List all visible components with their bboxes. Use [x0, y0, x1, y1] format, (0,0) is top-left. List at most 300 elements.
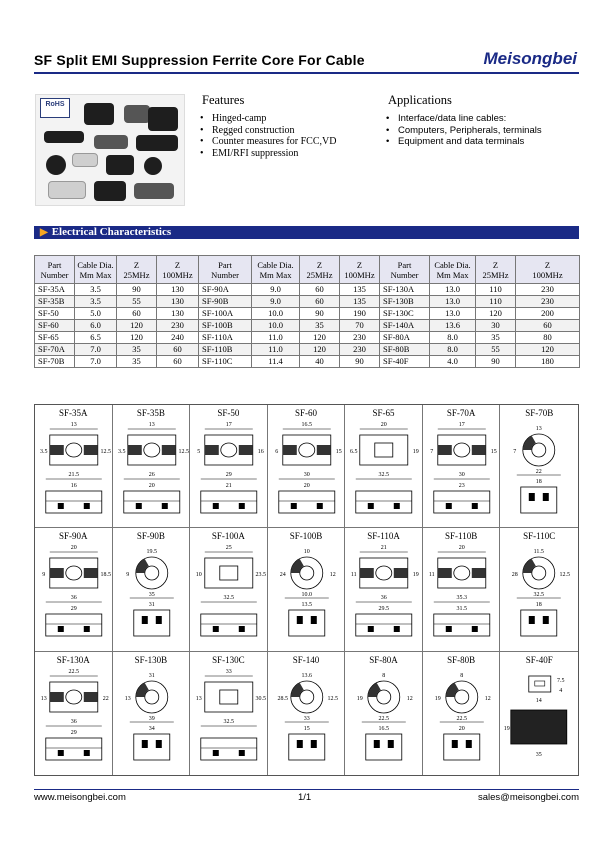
table-cell: 55: [476, 344, 516, 356]
table-cell: 8.0: [430, 332, 476, 344]
latch: [529, 616, 535, 624]
dimension-label: 12.5: [100, 449, 112, 455]
part-drawing: [35, 405, 113, 528]
ferrite-core-image: [48, 181, 86, 199]
dimension-label: 31: [148, 602, 155, 609]
dimension-label: 16: [70, 483, 77, 489]
table-row: [35, 284, 580, 296]
dimension-label: 12.5: [178, 449, 189, 455]
latch: [296, 740, 302, 748]
table-cell: 120: [516, 344, 580, 356]
core-body: [239, 445, 253, 455]
dimension-label: 20: [458, 725, 465, 732]
latch: [155, 740, 161, 748]
latch: [368, 503, 374, 509]
dimension-label: 16.5: [301, 422, 312, 428]
part-drawing: [345, 528, 423, 651]
core-body: [84, 445, 98, 455]
table-cell: 90: [476, 356, 516, 368]
dimension-label: 35.3: [456, 595, 467, 602]
core-side-view: [46, 738, 102, 760]
dimension-diagram: [190, 652, 268, 775]
table-cell: 60: [300, 296, 340, 308]
core-side-view: [521, 487, 557, 513]
latch: [543, 493, 549, 501]
core-body: [50, 445, 64, 455]
dimension-label: 19: [413, 449, 420, 455]
core-side-view: [46, 614, 102, 636]
table-cell: 120: [300, 332, 340, 344]
table-cell: 80: [516, 332, 580, 344]
core-side-view: [356, 614, 412, 636]
applications-heading: Applications: [388, 93, 452, 107]
table-cell: 30: [476, 320, 516, 332]
dimension-label: 20: [148, 483, 155, 489]
cable-hole: [454, 443, 470, 457]
cable-hole: [532, 566, 546, 580]
column-header: Z 100MHz: [157, 256, 199, 284]
table-cell: 7.0: [75, 356, 117, 368]
dimension-diagram: [423, 652, 501, 775]
dimension-label: 10: [303, 549, 310, 556]
dimension-label: 28: [512, 572, 519, 579]
cable-hole: [299, 566, 313, 580]
column-header: Cable Dia. Mm Max: [252, 256, 300, 284]
latch: [543, 616, 549, 624]
dimension-diagram: [268, 528, 346, 651]
latch: [239, 503, 245, 509]
dimension-label: 20: [70, 545, 77, 552]
dimension-label: 15: [303, 725, 310, 732]
cable-hole: [221, 443, 237, 457]
table-cell: 35: [117, 356, 157, 368]
core-side-view: [46, 491, 102, 513]
table-row: [35, 320, 580, 332]
table-cell: 35: [117, 344, 157, 356]
application-item: • Computers, Peripherals, terminals: [386, 125, 542, 137]
table-cell: 230: [340, 332, 380, 344]
table-cell: 190: [340, 308, 380, 320]
table-cell: 230: [157, 320, 199, 332]
table-cell: 90: [300, 308, 340, 320]
electrical-characteristics-table: [34, 255, 580, 368]
dimension-label: 36: [70, 595, 77, 602]
part-drawing: [268, 405, 346, 528]
table-cell: 3.5: [75, 296, 117, 308]
part-label: SF-100A: [211, 531, 245, 542]
table-cell: SF-100B: [199, 320, 252, 332]
table-row: [35, 308, 580, 320]
part-drawing: [35, 528, 113, 651]
dimension-label: 13: [70, 422, 77, 428]
dimension-label: 12.5: [327, 695, 338, 702]
latch: [310, 740, 316, 748]
latch: [446, 503, 452, 509]
table-cell: 135: [340, 296, 380, 308]
triangle-right-icon: ▶: [40, 227, 48, 238]
dimension-label: 29: [70, 606, 77, 613]
dimension-label: 13.5: [301, 602, 312, 609]
dimension-label: 7: [430, 449, 434, 455]
dimension-diagram: [113, 528, 191, 651]
cable-hole: [455, 690, 469, 704]
cable-hole: [377, 690, 391, 704]
part-label: SF-35A: [59, 408, 88, 418]
table-cell: 5.0: [75, 308, 117, 320]
table-cell: 13.0: [430, 284, 476, 296]
part-label: SF-80A: [369, 654, 398, 665]
column-header: Z 100MHz: [516, 256, 580, 284]
dimension-label: 18: [536, 602, 543, 609]
latch: [466, 740, 472, 748]
core-body: [360, 568, 374, 578]
ferrite-core-image: [94, 135, 128, 149]
dimension-label: 23.5: [255, 572, 267, 579]
part-drawing: [190, 528, 268, 651]
latch: [446, 626, 452, 632]
cable-hole: [376, 566, 392, 580]
ferrite-core-image: [44, 131, 84, 143]
dimension-label: 12: [484, 695, 491, 702]
latch: [84, 503, 90, 509]
dimension-label: 36: [70, 718, 77, 725]
core-side-view: [278, 491, 334, 513]
dimension-diagram: [113, 405, 191, 528]
dimension-label: 8: [382, 672, 386, 679]
dimension-diagram: [345, 405, 423, 528]
feature-item: • EMI/RFI suppression: [200, 148, 336, 160]
dimension-label: 18.5: [100, 572, 112, 579]
table-cell: 11.0: [252, 344, 300, 356]
column-header: Z 25MHz: [300, 256, 340, 284]
table-cell: 135: [340, 284, 380, 296]
table-cell: 70: [340, 320, 380, 332]
dimension-label: 23: [458, 483, 465, 489]
core-side-view: [444, 734, 480, 760]
part-drawing: [500, 528, 578, 651]
dimension-label: 29.5: [378, 606, 390, 613]
table-cell: 10.0: [252, 308, 300, 320]
core-body: [472, 568, 486, 578]
cable-hole: [66, 443, 82, 457]
ferrite-core-image: [144, 157, 162, 175]
dimension-label: 10: [195, 572, 202, 579]
table-cell: 6.0: [75, 320, 117, 332]
dimension-diagram: [345, 528, 423, 651]
latch: [58, 503, 64, 509]
dimension-label: 32.5: [378, 472, 390, 478]
latch: [84, 626, 90, 632]
table-cell: SF-50: [35, 308, 75, 320]
section-title: Electrical Characteristics: [51, 226, 172, 238]
column-header: Part Number: [199, 256, 252, 284]
table-cell: 120: [117, 320, 157, 332]
latch: [316, 503, 322, 509]
core-side-view: [133, 734, 169, 760]
dimension-label: 3.5: [40, 449, 48, 455]
core-body: [50, 568, 64, 578]
dimension-label: 12.5: [559, 572, 571, 579]
ferrite-core-image: [72, 153, 98, 167]
cable-hole: [220, 566, 238, 580]
dimension-label: 15: [335, 449, 342, 455]
core-body: [316, 445, 330, 455]
dimension-diagram: [268, 652, 346, 775]
cable-hole: [298, 443, 314, 457]
latch: [161, 503, 167, 509]
table-cell: SF-130A: [380, 284, 430, 296]
cable-hole: [299, 690, 313, 704]
part-drawing: [345, 652, 423, 775]
latch: [141, 740, 147, 748]
table-cell: 120: [476, 308, 516, 320]
latch: [58, 750, 64, 756]
table-cell: 90: [117, 284, 157, 296]
table-cell: 130: [157, 284, 199, 296]
core-body: [161, 445, 175, 455]
dimension-label: 9: [42, 572, 46, 579]
dimension-label: 13: [536, 426, 543, 432]
ferrite-core-image: [46, 155, 66, 175]
core-side-view: [288, 610, 324, 636]
part-drawing: [190, 405, 268, 528]
dimension-label: 32.5: [223, 718, 235, 725]
part-label: SF-130B: [134, 654, 168, 665]
dimension-label: 19: [357, 695, 364, 702]
latch: [472, 503, 478, 509]
cable-hole: [535, 681, 545, 686]
table-cell: 7.0: [75, 344, 117, 356]
table-cell: 6.5: [75, 332, 117, 344]
dimension-label: 22: [102, 695, 109, 702]
product-photo: [35, 94, 185, 206]
part-drawing: [268, 652, 346, 775]
core-body: [394, 568, 408, 578]
part-drawing: [423, 652, 501, 775]
latch: [213, 626, 219, 632]
ferrite-core-image: [136, 135, 178, 151]
feature-item: • Hinged-camp: [200, 113, 336, 125]
table-cell: 180: [516, 356, 580, 368]
dimension-label: 9: [125, 572, 129, 579]
dimension-label: 6.5: [350, 449, 358, 455]
dimension-diagram: [113, 652, 191, 775]
dimension-diagram: [35, 528, 113, 651]
table-cell: 11.0: [252, 332, 300, 344]
dimension-label: 8: [460, 672, 464, 679]
part-label: SF-130A: [56, 654, 90, 665]
part-label: SF-70B: [525, 408, 554, 418]
table-cell: 110: [476, 284, 516, 296]
application-item: • Equipment and data terminals: [386, 136, 542, 148]
dimension-label: 30: [458, 472, 465, 478]
core-side-view: [123, 491, 179, 513]
dimension-label: 21: [225, 483, 232, 489]
table-row: [35, 344, 580, 356]
part-drawing: [500, 405, 578, 528]
part-label: SF-90A: [59, 531, 88, 542]
table-cell: 55: [117, 296, 157, 308]
part-label: SF-130C: [212, 654, 245, 665]
dimension-label: 5: [197, 449, 201, 455]
dimension-label: 16: [257, 449, 264, 455]
table-cell: SF-35B: [35, 296, 75, 308]
dimension-label: 19: [434, 695, 441, 702]
footer-divider: [34, 789, 579, 790]
core-body: [282, 445, 296, 455]
dimension-label: 39: [148, 715, 155, 722]
dimension-label: 11: [428, 572, 435, 579]
dimension-label: 32.5: [533, 592, 545, 599]
table-cell: 230: [516, 296, 580, 308]
core-body: [205, 445, 219, 455]
dimension-label: 34: [148, 725, 155, 732]
part-drawing: [113, 652, 191, 775]
column-header: Cable Dia. Mm Max: [430, 256, 476, 284]
features-heading: Features: [202, 93, 245, 107]
core-side-view: [511, 710, 567, 744]
ferrite-core-image: [84, 103, 114, 125]
ferrite-core-image: [148, 107, 178, 131]
dimension-diagram: [190, 528, 268, 651]
table-cell: SF-90A: [199, 284, 252, 296]
dimension-label: 29: [70, 729, 77, 736]
table-row: [35, 356, 580, 368]
dimension-label: 7.5: [557, 677, 565, 684]
core-front-view: [360, 435, 408, 465]
cable-hole: [66, 566, 82, 580]
latch: [84, 750, 90, 756]
table-cell: 120: [300, 344, 340, 356]
footer-website[interactable]: www.meisongbei.com: [34, 792, 126, 803]
dimension-label: 22.5: [456, 715, 467, 722]
column-header: Cable Dia. Mm Max: [75, 256, 117, 284]
table-cell: SF-110C: [199, 356, 252, 368]
table-header-row: [35, 256, 580, 284]
part-drawing: [423, 528, 501, 651]
dimension-label: 33: [303, 715, 310, 722]
core-side-view: [434, 614, 490, 636]
dimension-label: 12: [407, 695, 414, 702]
dimension-label: 20: [381, 422, 388, 428]
core-body: [50, 692, 64, 702]
dimension-label: 10.0: [301, 592, 312, 599]
core-side-view: [356, 491, 412, 513]
latch: [239, 626, 245, 632]
part-drawing: [268, 528, 346, 651]
table-cell: SF-130C: [380, 308, 430, 320]
dimension-label: 21.5: [68, 472, 80, 478]
latch: [452, 740, 458, 748]
table-cell: 120: [117, 332, 157, 344]
section-header-bar: [34, 226, 579, 239]
dimension-label: 16.5: [378, 725, 390, 732]
table-cell: SF-65: [35, 332, 75, 344]
part-label: SF-100B: [289, 531, 323, 542]
footer-email[interactable]: sales@meisongbei.com: [478, 792, 579, 803]
dimension-label: 35: [536, 751, 543, 758]
dimension-label: 12: [329, 572, 336, 579]
table-row: [35, 332, 580, 344]
part-label: SF-140: [292, 654, 320, 665]
applications-list: [386, 113, 542, 148]
dimension-diagram: [35, 405, 113, 528]
dimension-label: 18: [536, 479, 543, 485]
dimension-diagram: [500, 652, 578, 775]
header-divider: [34, 72, 579, 74]
column-header: Z 25MHz: [476, 256, 516, 284]
latch: [368, 626, 374, 632]
rohs-badge: RoHS: [40, 98, 70, 118]
dimension-label: 14: [536, 697, 543, 704]
dimension-label: 13: [195, 695, 202, 702]
part-label: SF-60: [294, 408, 317, 418]
table-cell: 230: [340, 344, 380, 356]
table-cell: SF-40F: [380, 356, 430, 368]
dimension-label: 15: [490, 449, 497, 455]
part-drawing: [423, 405, 501, 528]
dimension-label: 20: [458, 545, 465, 552]
core-side-view: [133, 610, 169, 636]
dimension-diagram: [190, 405, 268, 528]
core-body: [472, 445, 486, 455]
dimension-label: 22: [536, 469, 543, 475]
core-front-view: [205, 558, 253, 588]
latch: [296, 616, 302, 624]
dimension-label: 19: [413, 572, 420, 579]
table-cell: 35: [476, 332, 516, 344]
latch: [213, 750, 219, 756]
feature-item: • Counter measures for FCC,VD: [200, 136, 336, 148]
core-body: [84, 568, 98, 578]
core-side-view: [434, 491, 490, 513]
dimension-drawings-grid: [34, 404, 579, 776]
part-label: SF-65: [372, 408, 395, 418]
latch: [388, 740, 394, 748]
dimension-label: 30.5: [255, 695, 267, 702]
part-label: SF-50: [217, 408, 240, 418]
features-list: [200, 113, 336, 159]
dimension-label: 30: [303, 472, 310, 478]
table-cell: 130: [157, 296, 199, 308]
latch: [239, 750, 245, 756]
table-cell: 60: [516, 320, 580, 332]
table-cell: 13.0: [430, 296, 476, 308]
dimension-label: 28.5: [277, 695, 288, 702]
dimension-label: 19.5: [146, 549, 157, 556]
part-drawing: [113, 405, 191, 528]
dimension-label: 25: [225, 545, 232, 552]
table-cell: 60: [157, 344, 199, 356]
part-label: SF-40F: [525, 654, 553, 665]
part-label: SF-110B: [445, 531, 478, 542]
latch: [394, 626, 400, 632]
core-front-view: [205, 682, 253, 712]
latch: [394, 503, 400, 509]
cable-hole: [220, 690, 238, 704]
cable-hole: [532, 443, 546, 457]
footer-page-number: 1/1: [298, 792, 312, 803]
ferrite-core-image: [94, 181, 126, 201]
table-cell: 9.0: [252, 296, 300, 308]
table-cell: 40: [300, 356, 340, 368]
dimension-label: 29: [225, 472, 232, 478]
table-cell: 13.0: [430, 308, 476, 320]
table-cell: SF-110B: [199, 344, 252, 356]
dimension-label: 17: [458, 422, 465, 428]
ferrite-core-image: [124, 105, 150, 123]
part-drawing: [345, 405, 423, 528]
